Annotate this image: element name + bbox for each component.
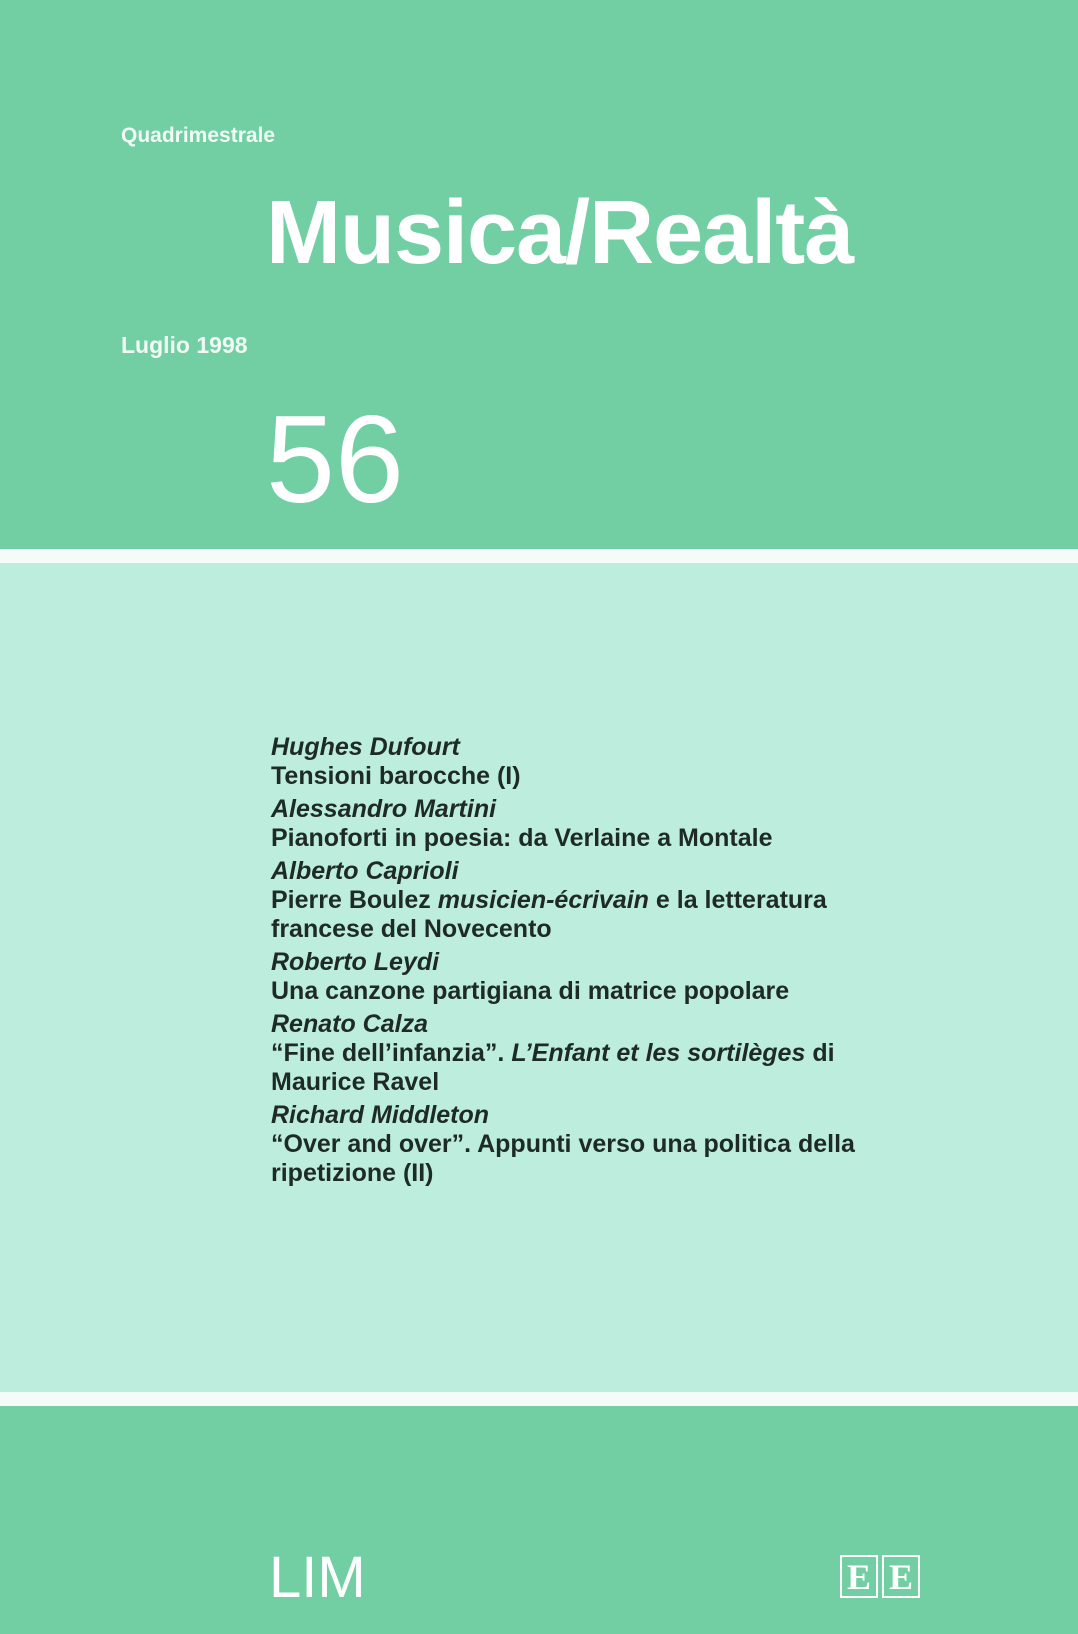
lower-divider (0, 1392, 1078, 1406)
ee-logo-letter: E (840, 1555, 878, 1598)
toc-article (271, 886, 931, 944)
upper-divider (0, 549, 1078, 563)
bottom-band (0, 1406, 1078, 1634)
toc-article-part: Pierre Boulez (271, 886, 438, 914)
toc-entry (271, 1101, 931, 1188)
table-of-contents (271, 733, 931, 1192)
publisher-name: LIM (269, 1545, 366, 1610)
toc-entry (271, 733, 931, 791)
toc-author: Roberto Leydi (271, 948, 440, 976)
toc-entry (271, 857, 931, 944)
toc-article-italic: L’Enfant et les sortilèges (511, 1039, 806, 1067)
toc-author: Renato Calza (271, 1010, 428, 1038)
ee-logo-letter: E (882, 1555, 920, 1598)
toc-article: Pianoforti in poesia: da Verlaine a Montale (271, 824, 773, 852)
toc-article: Una canzone partigiana di matrice popolare (271, 977, 790, 1005)
journal-title: Musica/Realtà (266, 183, 854, 283)
issue-date: Luglio 1998 (121, 332, 248, 358)
toc-entry (271, 1010, 931, 1097)
toc-author: Alberto Caprioli (271, 857, 459, 885)
periodicity-label: Quadrimestrale (121, 124, 276, 147)
issue-number: 56 (266, 391, 404, 529)
toc-article (271, 1039, 931, 1097)
toc-entry (271, 948, 931, 1006)
toc-author: Hughes Dufourt (271, 733, 460, 761)
toc-article-italic: musicien-écrivain (437, 886, 649, 914)
toc-entry (271, 795, 931, 853)
toc-article-part: di Maurice Ravel (271, 1039, 835, 1096)
toc-article-part: e la letteratura francese del Novecento (271, 886, 827, 943)
toc-article: Tensioni barocche (I) (271, 762, 521, 790)
ee-logo (840, 1555, 920, 1598)
toc-author: Alessandro Martini (271, 795, 497, 823)
toc-article-part: “Fine dell’infanzia”. (271, 1039, 512, 1067)
toc-article: “Over and over”. Appunti verso una politica della ripetizione (II) (271, 1130, 855, 1187)
toc-author: Richard Middleton (271, 1101, 490, 1129)
